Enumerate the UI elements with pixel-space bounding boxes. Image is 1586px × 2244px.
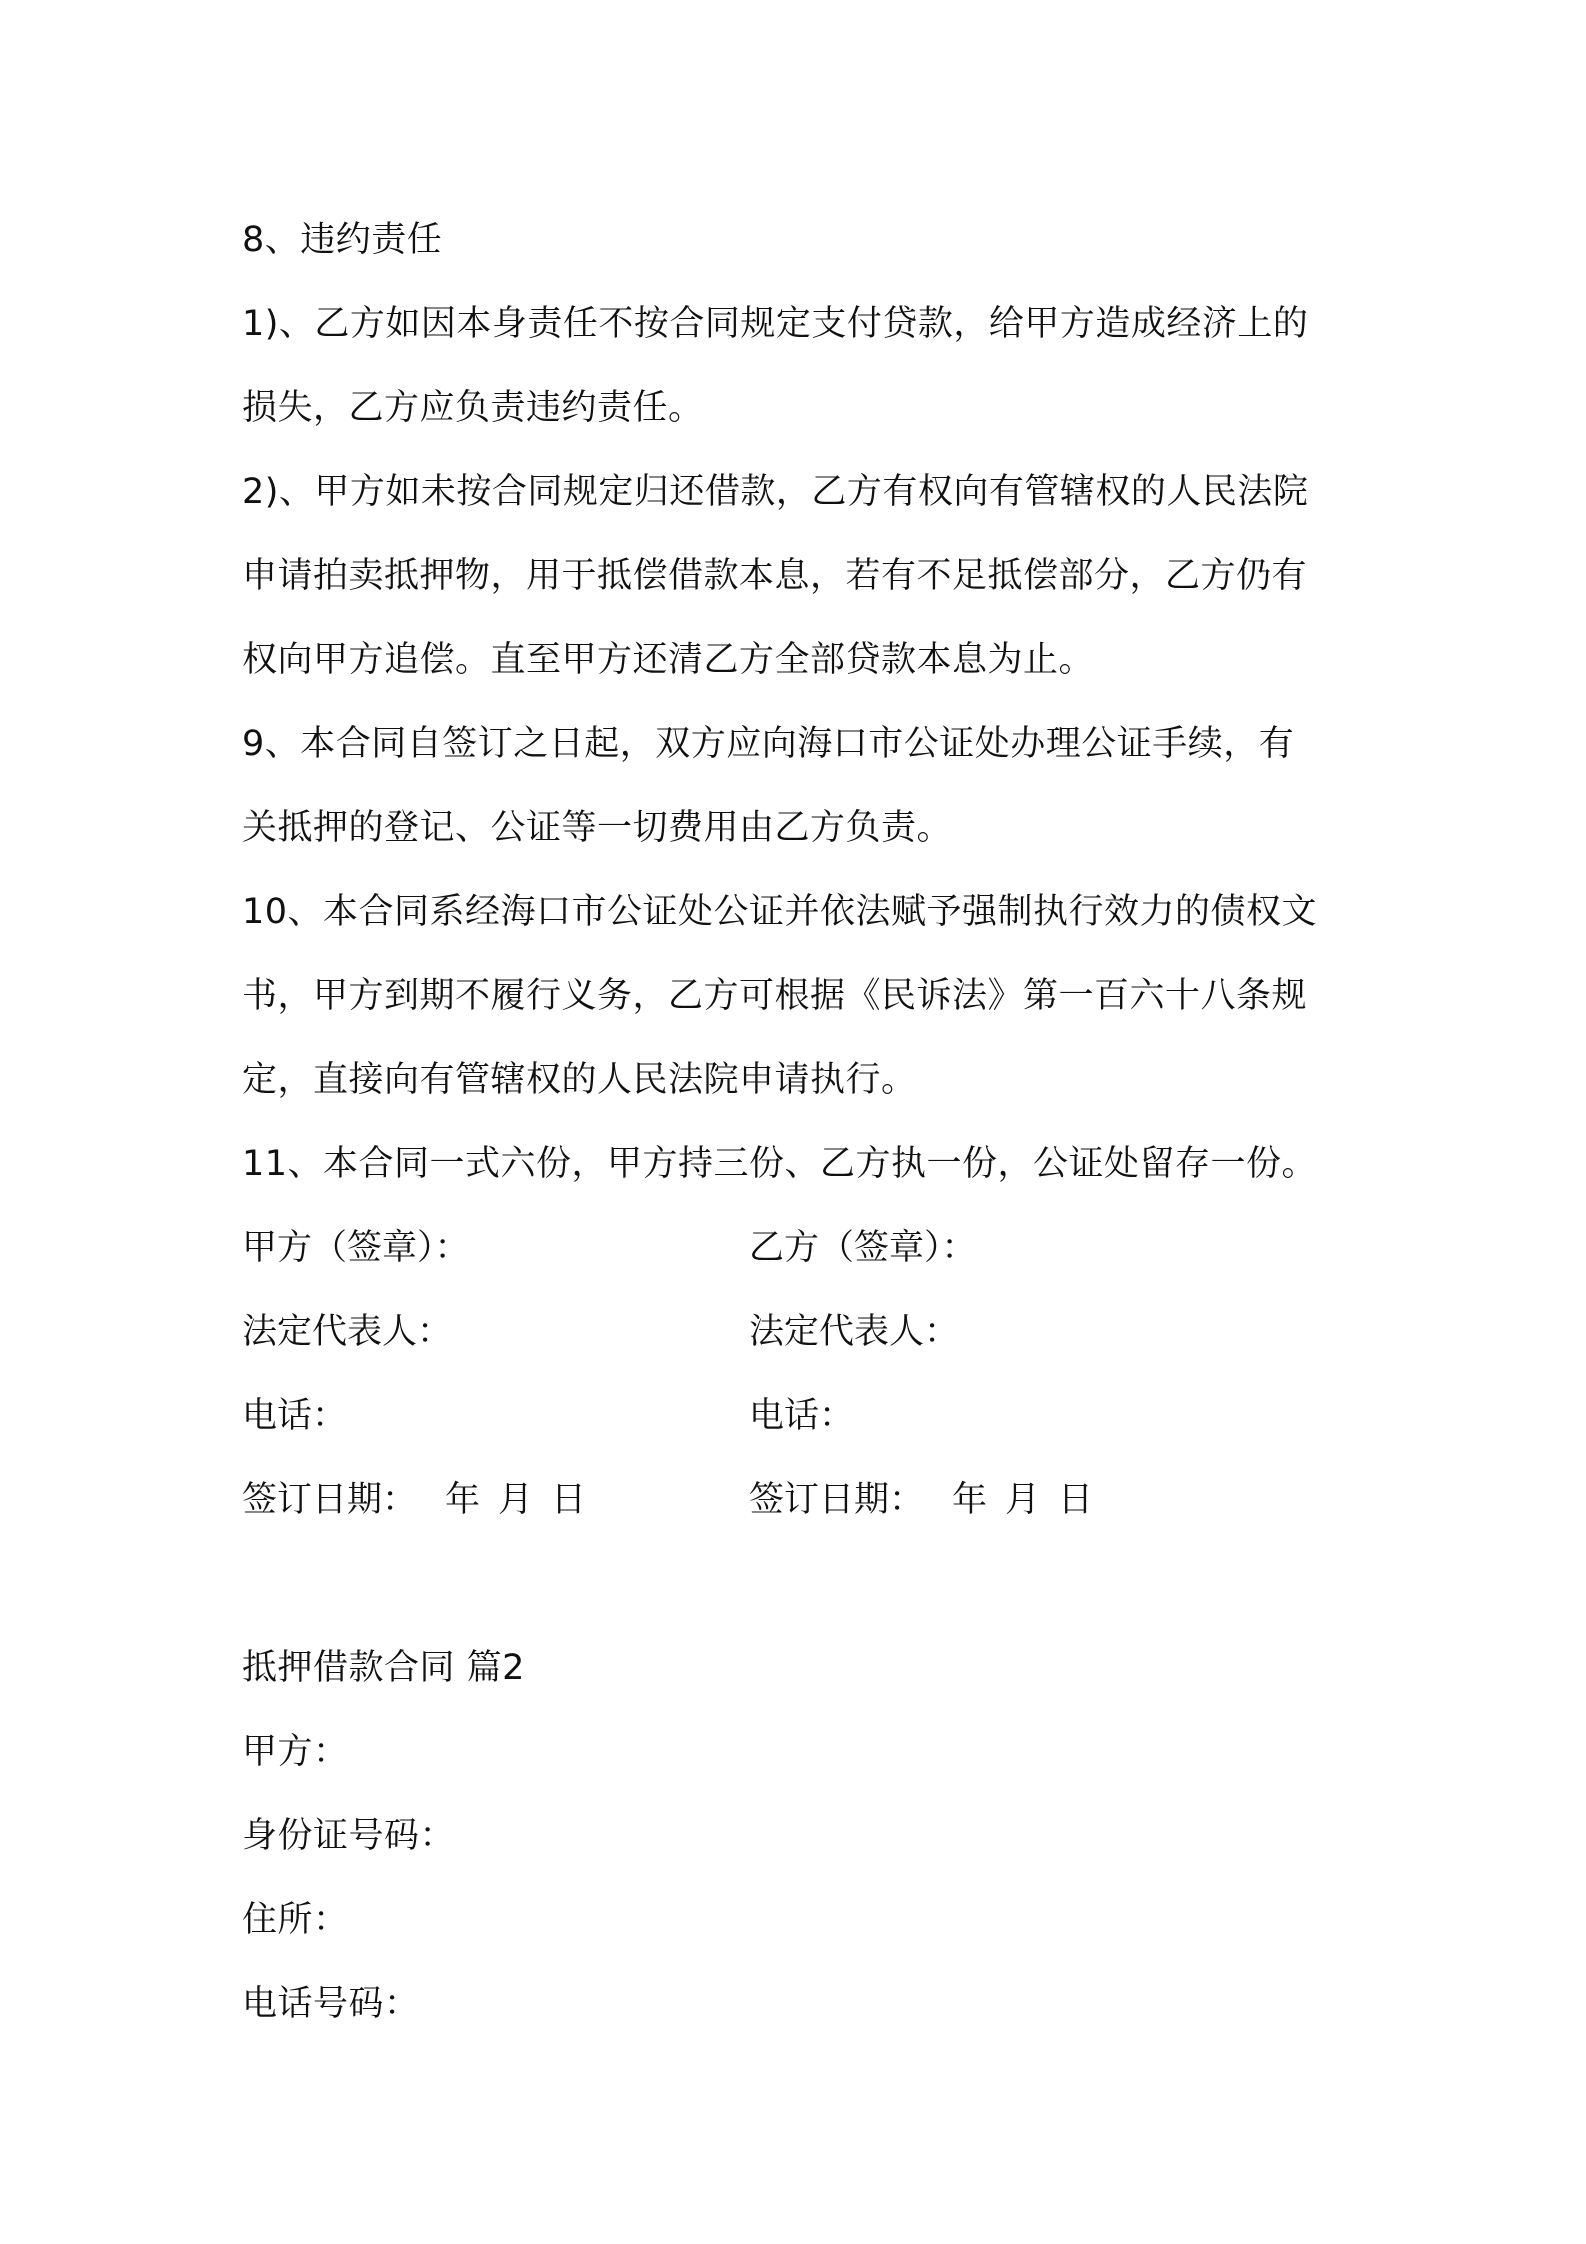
signature-rep-row (242, 1290, 1362, 1374)
part2-phone-number: 电话号码： (242, 1984, 420, 2024)
party-b-rep: 法定代表人： (749, 1312, 960, 1352)
section-spacer (242, 1542, 1362, 1626)
party-a-phone: 电话： (242, 1396, 348, 1436)
part2-id-number: 身份证号码： (242, 1816, 456, 1856)
party-b-phone: 电话： (749, 1396, 855, 1436)
clause11: 11、本合同一式六份，甲方持三份、乙方执一份，公证处留存一份。 (242, 1144, 1318, 1184)
party-a-date (242, 1458, 749, 1542)
party-b-date (749, 1458, 1309, 1542)
party-a-rep: 法定代表人： (242, 1312, 453, 1352)
party-a-date-label: 签订日期： (242, 1480, 418, 1520)
party-a-date-day: 日 (551, 1480, 587, 1520)
clause8-1-line2: 损失，乙方应负责违约责任。 (242, 388, 704, 428)
clause10-line3: 定，直接向有管辖权的人民法院申请执行。 (242, 1060, 917, 1100)
party-b-date-year: 年 (952, 1480, 988, 1520)
document-body (242, 198, 1362, 2046)
clause9-line2: 关抵押的登记、公证等一切费用由乙方负责。 (242, 808, 953, 848)
section8-heading: 8、违约责任 (242, 220, 443, 260)
part2-address: 住所： (242, 1900, 349, 1940)
clause8-2-line2: 申请拍卖抵押物，用于抵偿借款本息，若有不足抵偿部分，乙方仍有 (242, 556, 1308, 596)
party-b-date-label: 签订日期： (749, 1480, 925, 1520)
clause9-line1: 9、本合同自签订之日起，双方应向海口市公证处办理公证手续，有 (242, 724, 1295, 764)
party-b-date-month: 月 (1005, 1480, 1041, 1520)
clause10-line2: 书，甲方到期不履行义务，乙方可根据《民诉法》第一百六十八条规 (242, 976, 1308, 1016)
clause8-1-line1: 1)、乙方如因本身责任不按合同规定支付贷款，给甲方造成经济上的 (242, 304, 1309, 344)
signature-phone-row (242, 1374, 1362, 1458)
clause8-2-line3: 权向甲方追偿。直至甲方还清乙方全部贷款本息为止。 (242, 640, 1095, 680)
party-a-date-month: 月 (498, 1480, 534, 1520)
party-a-date-year: 年 (445, 1480, 481, 1520)
signature-seal-row (242, 1206, 1362, 1290)
clause10-line1: 10、本合同系经海口市公证处公证并依法赋予强制执行效力的债权文 (242, 892, 1318, 932)
party-b-seal: 乙方（签章）： (749, 1228, 977, 1268)
signature-date-row (242, 1458, 1362, 1542)
clause8-2-line1: 2)、甲方如未按合同规定归还借款，乙方有权向有管辖权的人民法院 (242, 472, 1309, 512)
part2-title: 抵押借款合同 篇2 (242, 1648, 525, 1688)
party-b-date-day: 日 (1058, 1480, 1094, 1520)
part2-party-a: 甲方： (242, 1732, 349, 1772)
party-a-seal: 甲方（签章）： (242, 1228, 470, 1268)
